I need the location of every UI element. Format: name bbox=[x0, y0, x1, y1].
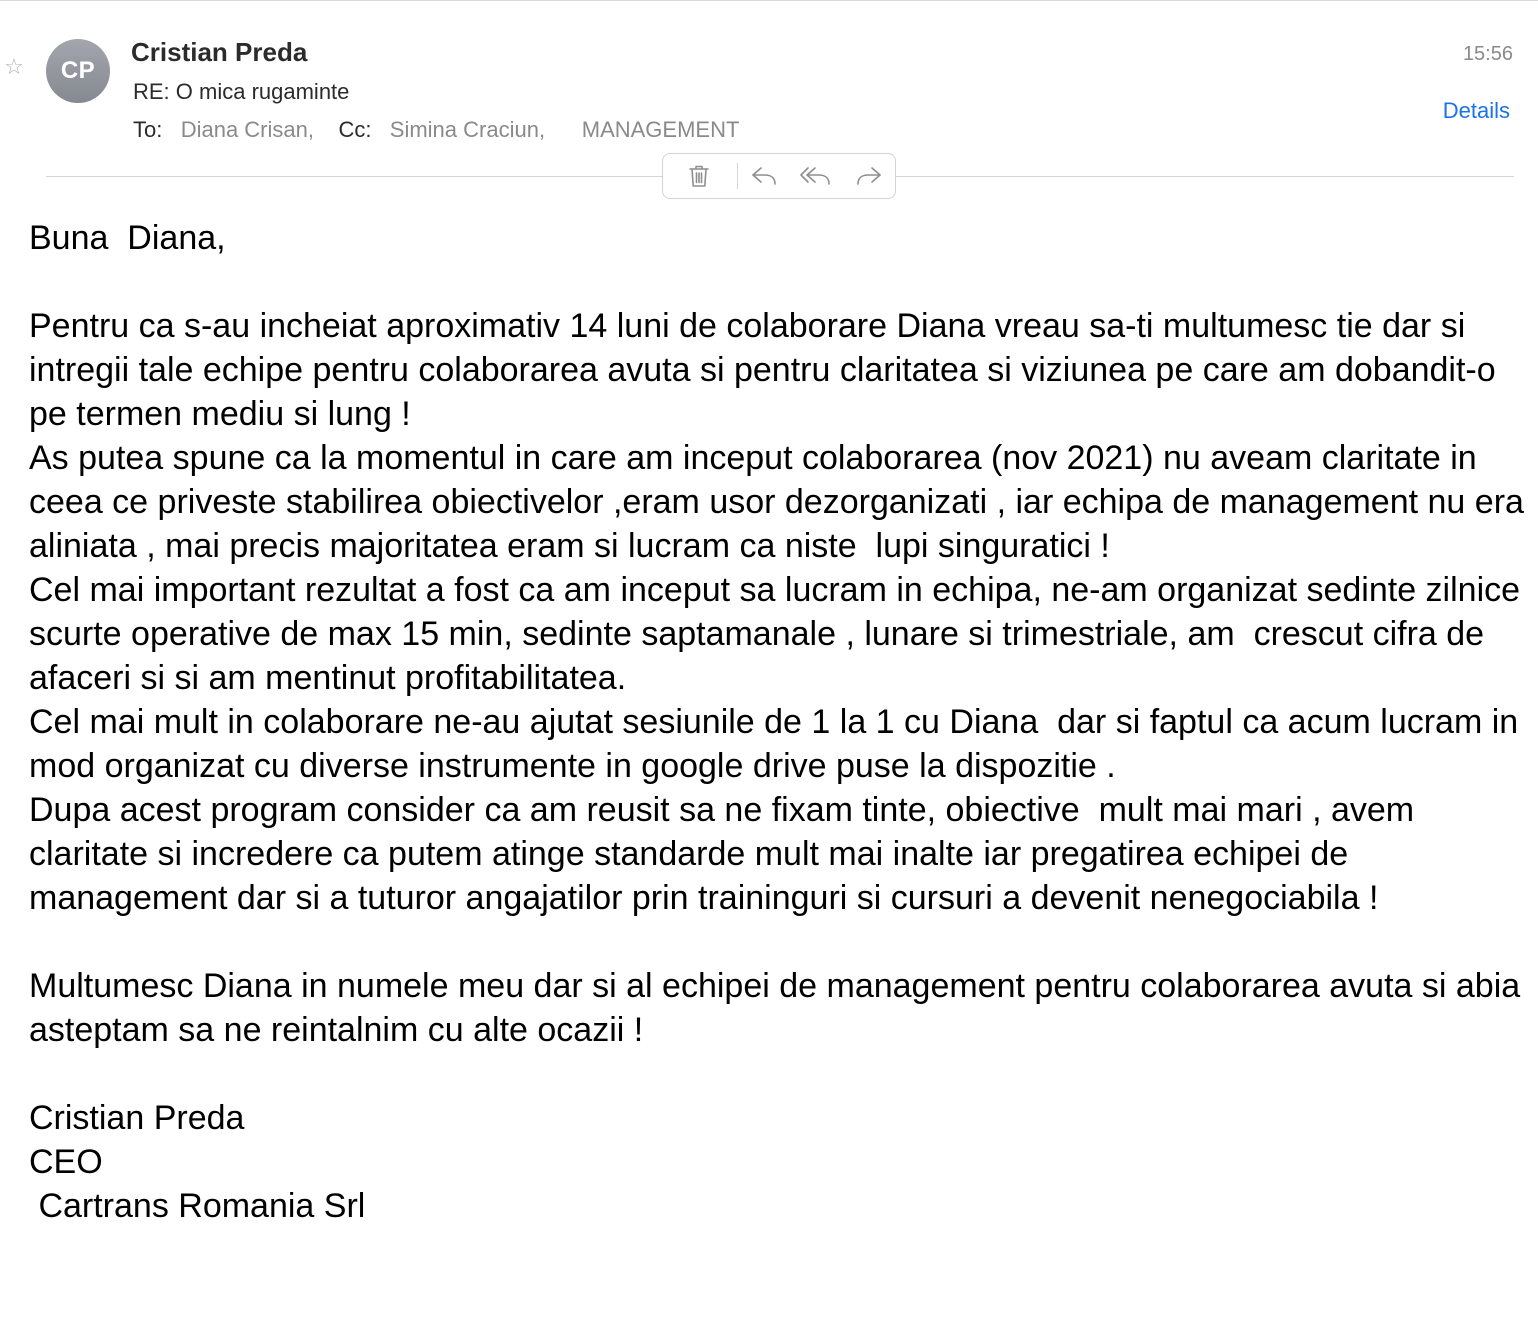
reply-icon bbox=[751, 165, 777, 187]
reply-button[interactable] bbox=[740, 154, 788, 198]
toolbar-separator bbox=[737, 163, 738, 189]
greeting: Buna Diana, bbox=[29, 219, 226, 257]
message-actions-toolbar bbox=[662, 153, 896, 199]
cc-label: Cc: bbox=[338, 117, 372, 142]
signature-name: Cristian Preda bbox=[29, 1099, 245, 1137]
recipients-line bbox=[133, 116, 739, 144]
body-paragraph: Dupa acest program consider ca am reusit sa ne fixam tinte, obiective mult mai mari , avem claritate si incredere ca putem atinge standarde mult mai inalte iar pregatirea echipei de management dar si a tuturor angajatilor prin traininguri si cursuri a devenit nenegociabila ! bbox=[29, 791, 1424, 917]
delete-button[interactable] bbox=[663, 154, 735, 198]
details-link[interactable]: Details bbox=[1442, 98, 1510, 123]
top-border bbox=[0, 0, 1538, 1]
cc-recipient[interactable]: MANAGEMENT bbox=[581, 117, 740, 142]
reply-all-icon bbox=[799, 165, 831, 187]
body-paragraph: As putea spune ca la momentul in care am inceput colaborarea (nov 2021) nu aveam claritate in ceea ce priveste stabilirea obiectivelor ,eram usor dezorganizati , iar echipa de management nu era aliniata , mai precis majoritatea eram si lucram ca niste lupi singuratici ! bbox=[29, 439, 1534, 565]
body-paragraph: Pentru ca s-au incheiat aproximativ 14 luni de colaborare Diana vreau sa-ti multumesc tie dar si intregii tale echipe pentru colaborarea avuta si pentru claritatea si viziunea pe care am dobandit-o pe termen mediu si lung ! bbox=[29, 307, 1506, 433]
email-body bbox=[29, 216, 1534, 1228]
email-time: 15:56 bbox=[1462, 43, 1513, 65]
trash-icon bbox=[688, 164, 710, 188]
cc-recipient[interactable]: Simina Craciun, bbox=[389, 117, 546, 142]
body-paragraph: Cel mai mult in colaborare ne-au ajutat sesiunile de 1 la 1 cu Diana dar si faptul ca acum lucram in mod organizat cu diverse instrumente in google drive puse la dispozitie . bbox=[29, 703, 1528, 785]
forward-button[interactable] bbox=[843, 154, 895, 198]
reply-all-button[interactable] bbox=[787, 154, 843, 198]
avatar bbox=[46, 39, 110, 103]
to-label: To: bbox=[133, 117, 163, 142]
spacer bbox=[29, 260, 1534, 304]
spacer bbox=[29, 920, 1534, 964]
signature-company: Cartrans Romania Srl bbox=[29, 1187, 366, 1225]
sender-name: Cristian Preda bbox=[131, 37, 308, 67]
signature-title: CEO bbox=[29, 1143, 103, 1181]
spacer bbox=[29, 1052, 1534, 1096]
body-paragraph: Cel mai important rezultat a fost ca am inceput sa lucram in echipa, ne-am organizat sedinte zilnice scurte operative de max 15 min, sedinte saptamanale , lunare si trimestriale, am crescut cifra de afaceri si si am mentinut profitabilitatea. bbox=[29, 571, 1530, 697]
closing-paragraph: Multumesc Diana in numele meu dar si al echipei de management pentru colaborarea avuta si abia asteptam sa ne reintalnim cu alte ocazii ! bbox=[29, 967, 1530, 1049]
email-subject: RE: O mica rugaminte bbox=[133, 79, 350, 104]
avatar-initials: CP bbox=[60, 57, 96, 84]
forward-icon bbox=[856, 165, 882, 187]
star-outline-icon[interactable]: ☆ bbox=[4, 55, 24, 80]
to-recipient[interactable]: Diana Crisan, bbox=[180, 117, 314, 142]
